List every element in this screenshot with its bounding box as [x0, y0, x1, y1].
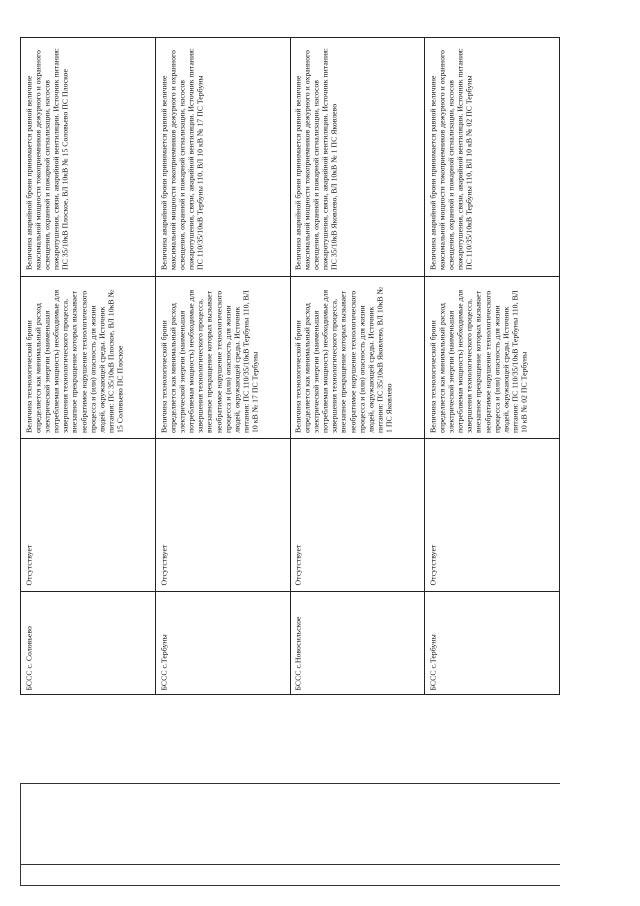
- table-row: [21, 38, 155, 694]
- rule-line-vertical: [20, 783, 21, 885]
- emergency-reserve-text: Величина аварийной брони принимается равной величине максимальной мощности токоприемников дежурного и охранного освещения, охранной и пожарной сигнализации, насосов пожаротушения, связи, аварийной вентиляции. Источник питания: ПС 110/35/10кВ Тербуны 110, ВЛ 10 кВ № 17 ПС Тербуны: [159, 48, 205, 270]
- reserve-table: [20, 37, 560, 695]
- status-text: Отсутствует: [428, 544, 438, 586]
- consumer-name-cell: [21, 591, 155, 696]
- emergency-reserve-cell: [425, 38, 559, 276]
- status-text: Отсутствует: [293, 544, 303, 586]
- consumer-name-cell: [156, 591, 290, 696]
- emergency-reserve-text: Величина аварийной брони принимается равной величине максимальной мощности токоприемников дежурного и охранного освещения, охранной и пожарной сигнализации, насосов пожаротушения, связи, аварийной вентиляции. Источник питания: ПС 35/10кВ Плоское, ВЛ 10кВ № 15 Соловьево ПС Плоское: [24, 48, 70, 270]
- consumer-name: БССС с.Тербуны: [159, 634, 169, 691]
- technological-reserve-cell: [21, 276, 155, 438]
- emergency-reserve-text: Величина аварийной брони принимается равной величине максимальной мощности токоприемников дежурного и охранного освещения, охранной и пожарной сигнализации, насосов пожаротушения, связи, аварийной вентиляции. Источник питания: ПС 110/35/10кВ Тербуны 110, ВЛ 10 кВ № 02 ПС Тербуны: [428, 48, 474, 270]
- status-cell: [21, 438, 155, 591]
- technological-reserve-text: Величина технологической брони определяется как минимальный расход электрической энергии (наименьшая потребляемая мощность) необходимые для завершения технологического процесса, внезапное прекращение которых вызывает необратимое нарушение технологического процесса и (или) опасность для жизни людей, окружающей среды. Источник питания: ПС 35/10кВ Яковлево, ВЛ 10кВ № 1 ПС Яковлево: [293, 286, 394, 433]
- table-row: [424, 38, 559, 694]
- consumer-name-cell: [425, 591, 559, 696]
- technological-reserve-cell: [156, 276, 290, 438]
- emergency-reserve-text: Величина аварийной брони принимается равной величине максимальной мощности токоприемников дежурного и охранного освещения, охранной и пожарной сигнализации, насосов пожаротушения, связи, аварийной вентиляции. Источник питания: ПС 35/10кВ Яковлево, ВЛ 10кВ № 1 ПС Яковлево: [293, 48, 340, 270]
- consumer-name: БССС с.Новосильское: [293, 616, 303, 691]
- table-row: [155, 38, 290, 694]
- technological-reserve-text: Величина технологической брони определяется как минимальный расход электрической энергии (наименьшая потребляемая мощность) необходимые для завершения технологического процесса, внезапное прекращение которых вызывает необратимое нарушение технологического процесса и (или) опасность для жизни людей, окружающей среды. Источник питания: ПС 110/35/10кВ Тербуны 110, ВЛ 10 кВ № 02 ПС Тербуны: [428, 289, 529, 433]
- status-cell: [425, 438, 559, 591]
- status-text: Отсутствует: [159, 544, 169, 586]
- status-cell: [156, 438, 290, 591]
- status-cell: [291, 438, 425, 591]
- rule-line: [20, 783, 560, 784]
- consumer-name: БССС с.Тербуны: [428, 634, 438, 691]
- rule-line: [20, 864, 560, 865]
- consumer-name-cell: [291, 591, 425, 696]
- technological-reserve-text: Величина технологической брони определяется как минимальный расход электрической энергии (наименьшая потребляемая мощность) необходимые для завершения технологического процесса, внезапное прекращение которых вызывает необратимое нарушение технологического процесса и (или) опасность для жизни людей, окружающей среды. Источник питания: ПС 110/35/10кВ Тербуны 110, ВЛ 10 кВ № 17 ПС Тербуны: [159, 289, 260, 433]
- emergency-reserve-cell: [21, 38, 155, 276]
- rule-line: [20, 885, 560, 886]
- status-text: Отсутствует: [24, 544, 34, 586]
- emergency-reserve-cell: [291, 38, 425, 276]
- technological-reserve-cell: [291, 276, 425, 438]
- technological-reserve-cell: [425, 276, 559, 438]
- consumer-name: БССС с. Соловьево: [24, 626, 34, 691]
- emergency-reserve-cell: [156, 38, 290, 276]
- table-row: [290, 38, 425, 694]
- technological-reserve-text: Величина технологической брони определяется как минимальный расход электрической энергии (наименьшая потребляемая мощность) необходимые для завершения технологического процесса, внезапное прекращение которых вызывает необратимое нарушение технологического процесса и (или) опасность для жизни людей, окружающей среды. Источник питания: ПС 35/10кВ Плоское, ВЛ 10кВ № 15 Соловьево ПС Плоское: [24, 289, 125, 433]
